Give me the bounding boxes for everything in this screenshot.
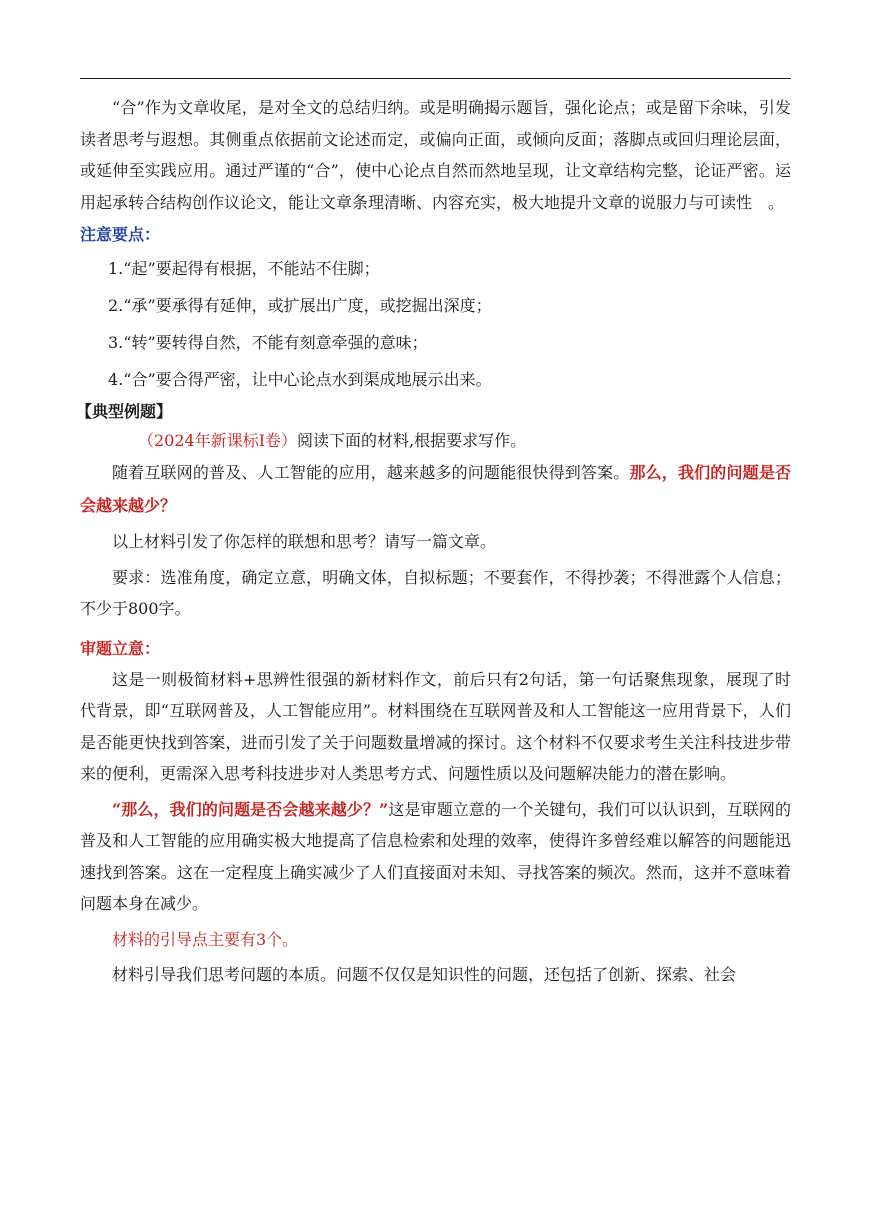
analysis-paragraph-4: 材料引导我们思考问题的本质。问题不仅仅是知识性的问题，还包括了创新、探索、社会: [112, 965, 737, 984]
paragraph-he: “合”作为文章收尾，是对全文的总结归纳。或是明确揭示题旨，强化论点；或是留下余味，引发读者思考与遐想。其侧重点依据前文论述而定，或偏向正面，或倾向反面；落脚点或回归理论层面，或延伸至实践应用。通过严谨的“合”，使中心论点自然而然地呈现，让文章结构完整，论证严密。运用起承转合结构创作议论文，能让文章条理清晰、内容充实，极大地提升文章的说服力与可读性 。: [80, 98, 791, 212]
notes-heading: 注意要点：: [80, 225, 161, 244]
analysis-paragraph-1: 这是一则极简材料+思辨性很强的新材料作文，前后只有2句话，第一句话聚焦现象，展现了时代背景，即“互联网普及，人工智能应用”。材料围绕在互联网普及和人工智能这一应用背景下，人们是否能更快找到答案，进而引发了关于问题数量增减的探讨。这个材料不仅要求考生关注科技进步带来的便利，更需深入思考科技进步对人类思考方式、问题性质以及问题解决能力的潜在影响。: [80, 669, 791, 783]
example-prompt: 以上材料引发了你怎样的联想和思考？请写一篇文章。: [112, 532, 497, 551]
document-body: [76, 92, 791, 991]
list-item: 1.“起”要起得有根据，不能站不住脚；: [108, 259, 380, 278]
example-material: [80, 456, 791, 522]
analysis-paragraph-2-text: 这是审题立意的一个关键句，我们可以认识到，互联网的普及和人工智能的应用确实极大地提高了信息检索和处理的效率，使得许多曾经难以解答的问题能迅速找到答案。这在一定程度上确实减少了人们直接面对未知、寻找答案的频次。然而，这并不意味着问题本身在减少。: [80, 799, 791, 913]
list-item: 2.“承”要承得有延伸，或扩展出广度，或挖掘出深度；: [108, 296, 492, 315]
exam-source: （2024年新课标Ⅰ卷）: [138, 431, 298, 450]
example-requirements: 要求：选准角度，确定立意，明确文体，自拟标题；不要套作，不得抄袭；不得泄露个人信息；不少于800字。: [80, 567, 791, 618]
material-question: 那么，我们的问题是否会越来越少？: [80, 463, 791, 515]
list-item: 3.“转”要转得自然，不能有刻意牵强的意味；: [108, 333, 428, 352]
example-source-line: [80, 426, 791, 456]
analysis-heading: 审题立意：: [80, 638, 161, 658]
example-heading: 【典型例题】: [76, 402, 173, 421]
list-item: 4.“合”要合得严密，让中心论点水到渠成地展示出来。: [108, 370, 492, 389]
header-rule: [80, 78, 791, 79]
notes-list: [80, 250, 791, 398]
exam-instruction: 阅读下面的材料,根据要求写作。: [297, 431, 527, 450]
guide-points-line: 材料的引导点主要有3个。: [112, 929, 299, 949]
key-sentence: “那么，我们的问题是否会越来越少？”: [112, 799, 389, 819]
analysis-paragraph-2: [80, 794, 791, 920]
material-plain: 随着互联网的普及、人工智能的应用，越来越多的问题能很快得到答案。: [112, 463, 630, 482]
